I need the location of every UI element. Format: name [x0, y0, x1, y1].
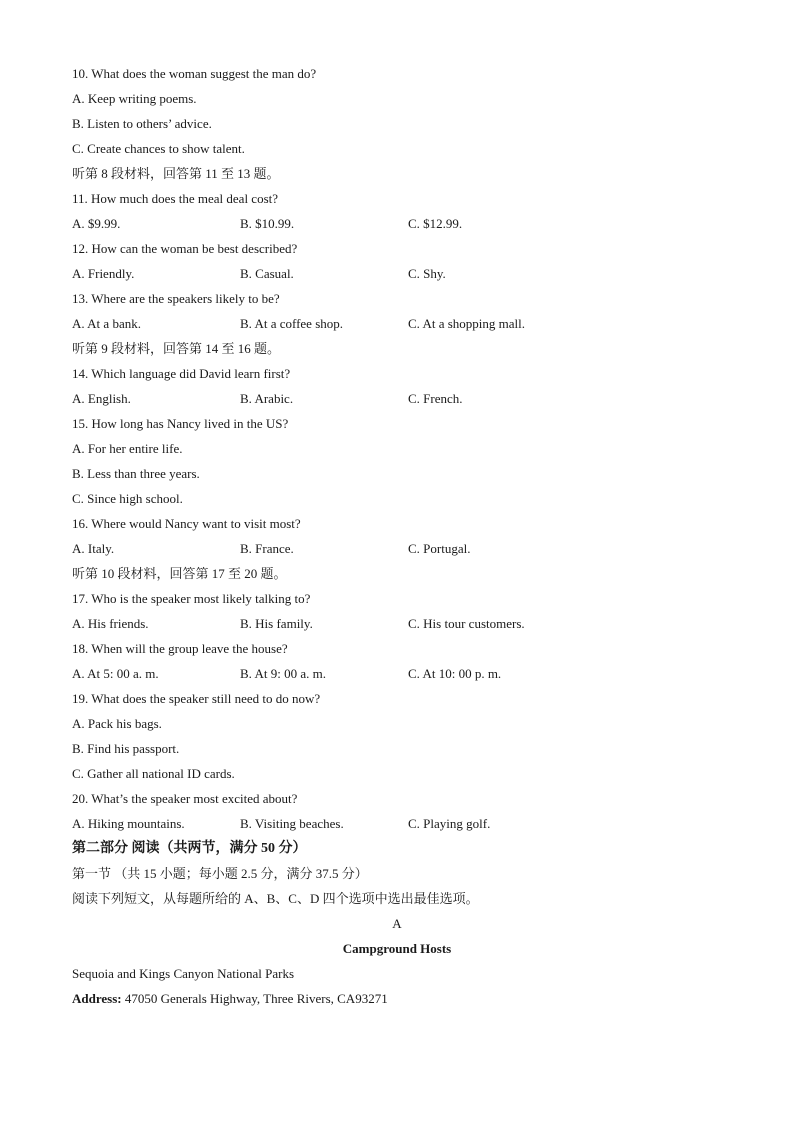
segment-10-instruction: 听第 10 段材料，回答第 17 至 20 题。 [72, 566, 287, 581]
question-13 [72, 286, 722, 311]
option-c [72, 486, 722, 511]
option-c [72, 136, 722, 161]
passage-address [72, 986, 722, 1011]
option-a [72, 86, 722, 111]
question-19 [72, 686, 722, 711]
question-text: 20. What’s the speaker most excited about? [72, 791, 298, 806]
option-c-text: C. $12.99. [408, 216, 463, 231]
option-a [72, 436, 722, 461]
question-text: 19. What does the speaker still need to do now? [72, 691, 321, 706]
options-row-11 [72, 211, 722, 236]
options-row-17 [72, 611, 722, 636]
option-a-text: A. $9.99. [72, 216, 121, 231]
exam-page [72, 61, 722, 1011]
option-c-text: C. At 10: 00 p. m. [408, 666, 502, 681]
option-b-text: B. France. [240, 541, 294, 556]
option-b-text: B. Visiting beaches. [240, 816, 344, 831]
question-18 [72, 636, 722, 661]
passage-subtitle: Sequoia and Kings Canyon National Parks [72, 966, 295, 981]
question-17 [72, 586, 722, 611]
question-text: 15. How long has Nancy lived in the US? [72, 416, 289, 431]
options-row-12 [72, 261, 722, 286]
address-label: Address: [72, 991, 122, 1006]
option-a-text: A. Keep writing poems. [72, 91, 197, 106]
passage-letter: A [392, 916, 402, 931]
option-c-text: C. At a shopping mall. [408, 316, 525, 331]
option-b-text: B. $10.99. [240, 216, 295, 231]
part-2-heading: 第二部分 阅读（共两节，满分 50 分） [72, 841, 307, 856]
option-a-text: A. Friendly. [72, 266, 135, 281]
option-a-text: A. At 5: 00 a. m. [72, 666, 159, 681]
option-b [72, 461, 722, 486]
option-b-text: B. At 9: 00 a. m. [240, 666, 326, 681]
reading-instruction: 阅读下列短文，从每题所给的 A、B、C、D 四个选项中选出最佳选项。 [72, 891, 479, 906]
option-b-text: B. Less than three years. [72, 466, 200, 481]
option-c-text: C. His tour customers. [408, 616, 525, 631]
option-a-text: A. Hiking mountains. [72, 816, 185, 831]
segment-9-instruction: 听第 9 段材料，回答第 14 至 16 题。 [72, 341, 281, 356]
option-c-text: C. Gather all national ID cards. [72, 766, 235, 781]
option-b-text: B. Find his passport. [72, 741, 180, 756]
option-a [72, 711, 722, 736]
question-16 [72, 511, 722, 536]
option-b-text: B. Casual. [240, 266, 294, 281]
option-c-text: C. Since high school. [72, 491, 183, 506]
question-text: 12. How can the woman be best described? [72, 241, 298, 256]
question-12 [72, 236, 722, 261]
option-b-text: B. His family. [240, 616, 313, 631]
option-b-text: B. Listen to others’ advice. [72, 116, 212, 131]
option-c-text: C. Shy. [408, 266, 446, 281]
option-b [72, 736, 722, 761]
question-11 [72, 186, 722, 211]
options-row-14 [72, 386, 722, 411]
segment-8-instruction: 听第 8 段材料，回答第 11 至 13 题。 [72, 166, 280, 181]
address-value: 47050 Generals Highway, Three Rivers, CA93271 [121, 991, 388, 1006]
question-text: 16. Where would Nancy want to visit most? [72, 516, 301, 531]
option-b [72, 111, 722, 136]
options-row-13 [72, 311, 722, 336]
section-1-heading: 第一节 （共 15 小题；每小题 2.5 分，满分 37.5 分） [72, 866, 368, 881]
option-a-text: A. At a bank. [72, 316, 141, 331]
question-text: 11. How much does the meal deal cost? [72, 191, 279, 206]
option-b-text: B. Arabic. [240, 391, 294, 406]
options-row-18 [72, 661, 722, 686]
option-c [72, 761, 722, 786]
question-text: 17. Who is the speaker most likely talking to? [72, 591, 311, 606]
option-a-text: A. For her entire life. [72, 441, 183, 456]
question-10 [72, 61, 722, 86]
option-c-text: C. Portugal. [408, 541, 471, 556]
question-14 [72, 361, 722, 386]
option-a-text: A. Italy. [72, 541, 115, 556]
question-15 [72, 411, 722, 436]
option-a-text: A. English. [72, 391, 131, 406]
option-a-text: A. Pack his bags. [72, 716, 162, 731]
question-text: 10. What does the woman suggest the man do? [72, 66, 317, 81]
question-text: 14. Which language did David learn first? [72, 366, 291, 381]
options-row-16 [72, 536, 722, 561]
question-text: 18. When will the group leave the house? [72, 641, 288, 656]
passage-title: Campground Hosts [342, 941, 452, 956]
option-a-text: A. His friends. [72, 616, 149, 631]
option-c-text: C. Create chances to show talent. [72, 141, 245, 156]
question-20 [72, 786, 722, 811]
options-row-20 [72, 811, 722, 836]
option-b-text: B. At a coffee shop. [240, 316, 344, 331]
question-text: 13. Where are the speakers likely to be? [72, 291, 280, 306]
option-c-text: C. French. [408, 391, 463, 406]
option-c-text: C. Playing golf. [408, 816, 491, 831]
